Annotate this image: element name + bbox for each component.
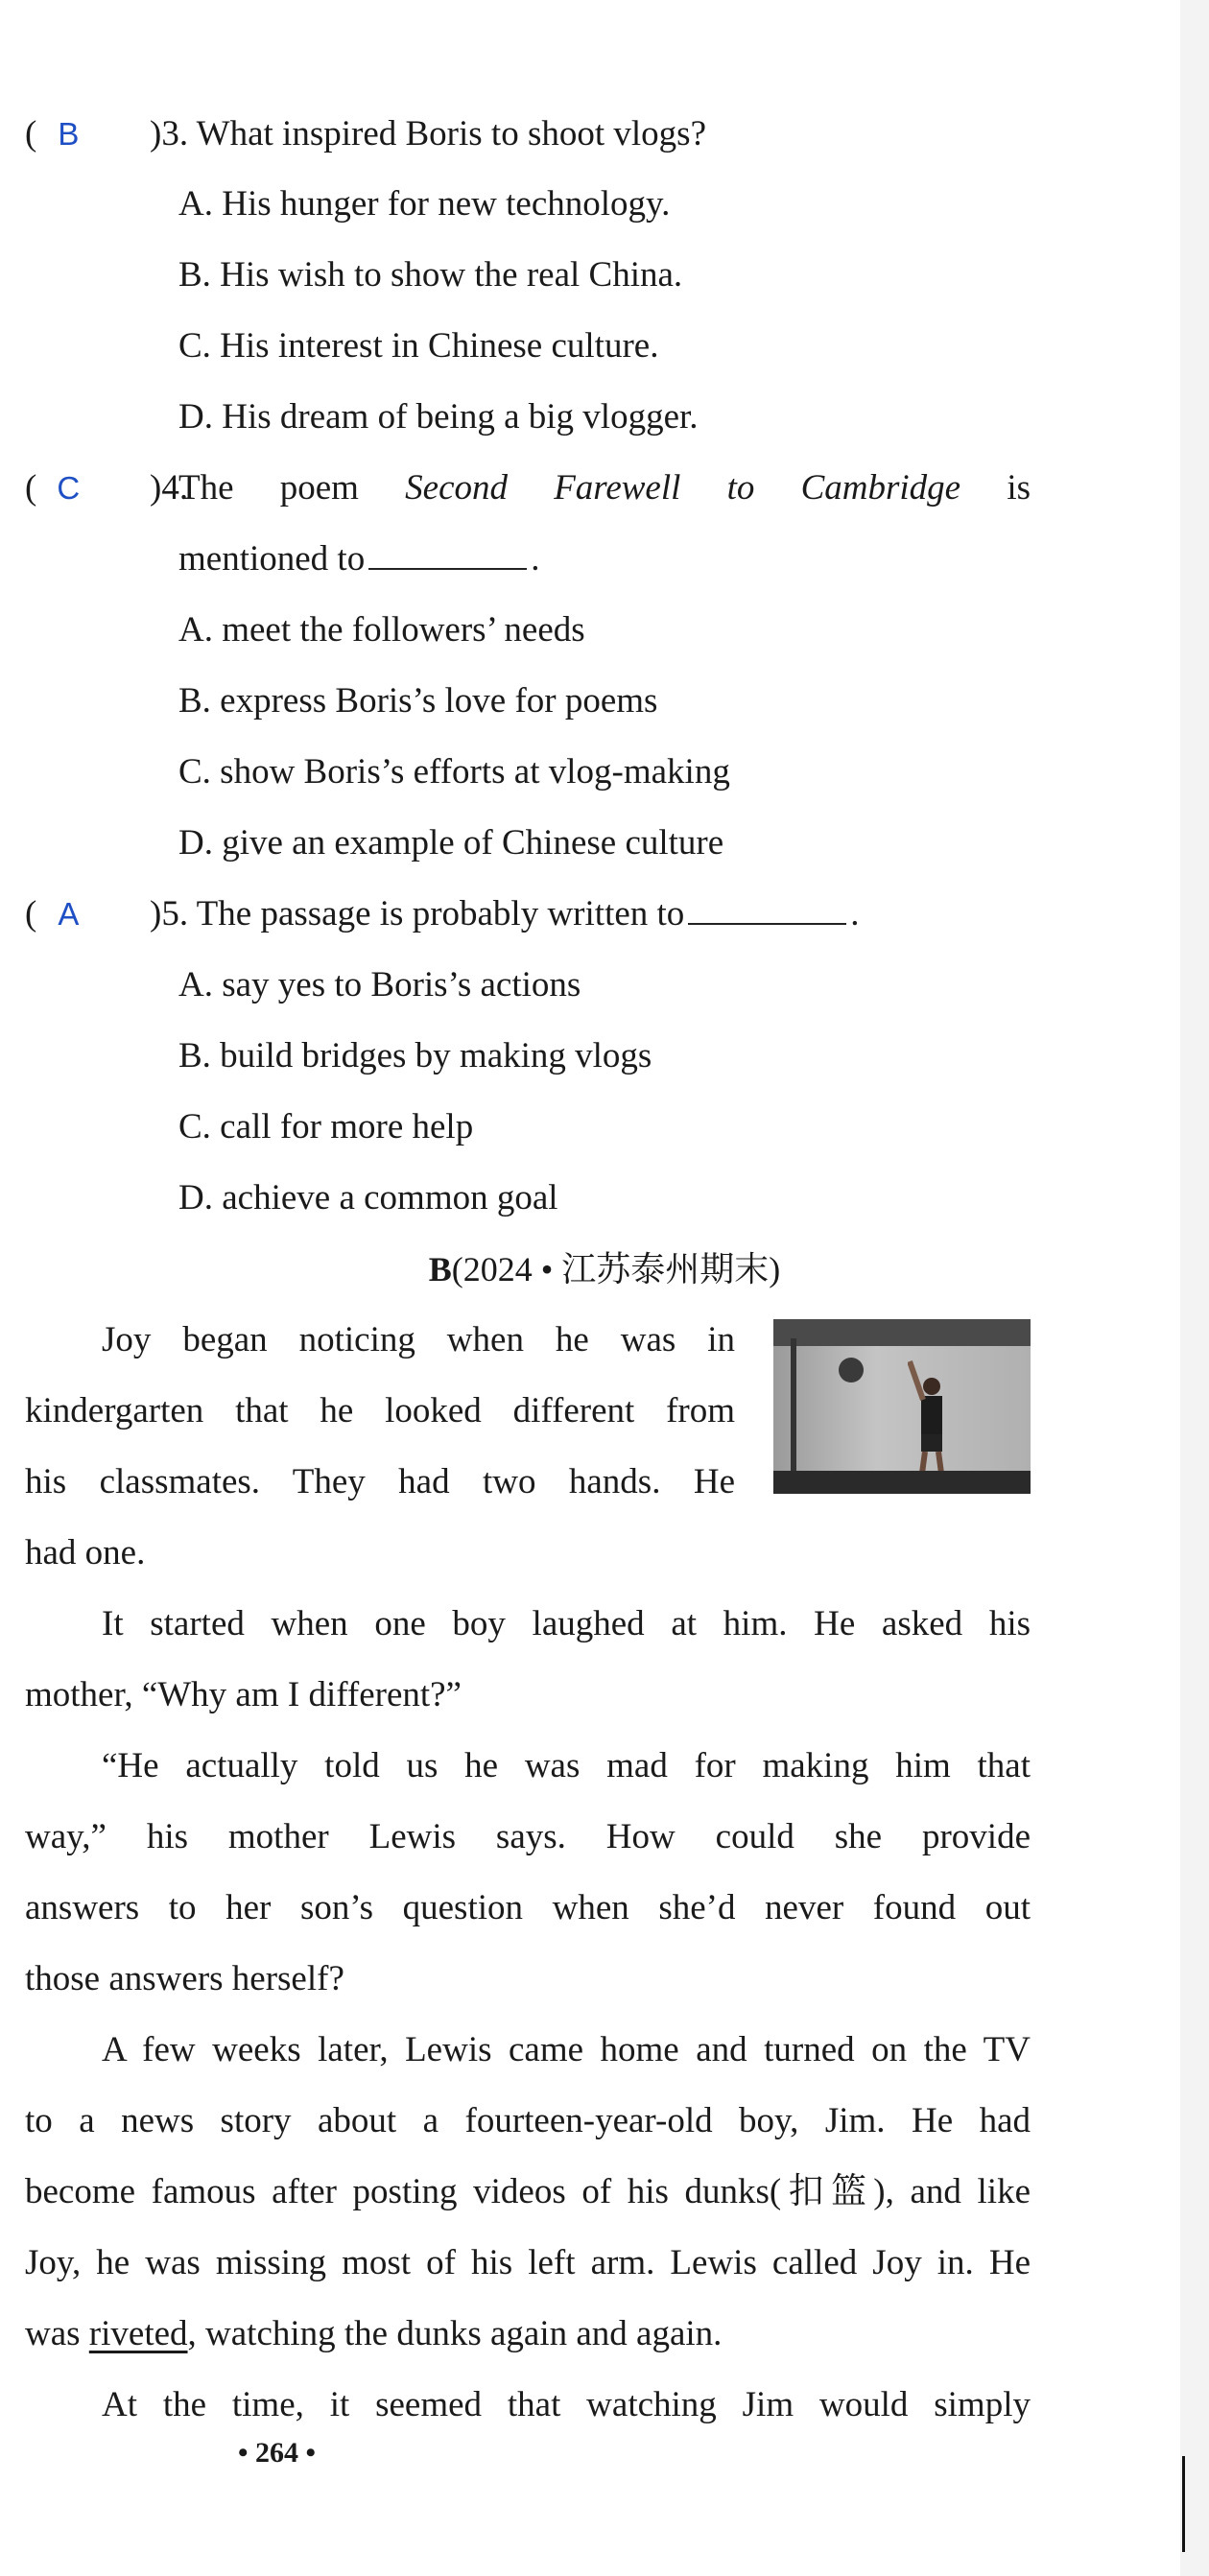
passage-line-12: to a news story about a fourteen-year-old boy, Jim. He had xyxy=(25,2101,1031,2140)
passage-line-15: was riveted, watching the dunks again and again. xyxy=(25,2314,723,2353)
margin-rule xyxy=(1182,2456,1185,2552)
answer-blank xyxy=(688,890,846,925)
passage-line-7: “He actually told us he was mad for making him that xyxy=(102,1746,1031,1785)
player-figure xyxy=(908,1358,956,1482)
passage-line-16: At the time, it seemed that watching Jim would simply xyxy=(102,2385,1031,2424)
passage-line-3: his classmates. They had two hands. He xyxy=(25,1462,735,1501)
q3-option-c: C. His interest in Chinese culture. xyxy=(178,326,659,366)
q3-option-d: D. His dream of being a big vlogger. xyxy=(178,397,699,437)
passage-line-11: A few weeks later, Lewis came home and turned on the TV xyxy=(102,2030,1031,2069)
passage-line-13: become famous after posting videos of his dunks(扣篮), and like xyxy=(25,2172,1031,2211)
passage-line-6: mother, “Why am I different?” xyxy=(25,1675,462,1714)
answer-blank xyxy=(368,535,527,570)
answer-4: C xyxy=(57,470,81,506)
question-3-stem: What inspired Boris to shoot vlogs? xyxy=(196,114,706,154)
answer-3: B xyxy=(58,116,80,152)
question-3: ( B )3. What inspired Boris to shoot vlogs? xyxy=(25,110,706,158)
q4-option-b: B. express Boris’s love for poems xyxy=(178,681,658,721)
passage-line-14: Joy, he was missing most of his left arm. Lewis called Joy in. He xyxy=(25,2243,1031,2282)
passage-line-9: answers to her son’s question when she’d never found out xyxy=(25,1888,1031,1927)
q5-option-b: B. build bridges by making vlogs xyxy=(178,1036,652,1075)
passage-line-2: kindergarten that he looked different from xyxy=(25,1391,735,1430)
passage-line-4: had one. xyxy=(25,1533,146,1572)
q4-option-d: D. give an example of Chinese culture xyxy=(178,823,724,863)
passage-line-1: Joy began noticing when he was in xyxy=(102,1320,735,1359)
passage-line-8: way,” his mother Lewis says. How could she provide xyxy=(25,1817,1031,1856)
question-4-stem: The poem Second Farewell to Cambridge is xyxy=(178,468,1031,508)
section-title: B(2024 • 江苏泰州期末) xyxy=(428,1250,781,1288)
passage-line-10: those answers herself? xyxy=(25,1959,344,1998)
passage-line-5: It started when one boy laughed at him. He asked his xyxy=(102,1604,1031,1643)
q5-option-a: A. say yes to Boris’s actions xyxy=(178,965,581,1004)
q3-option-a: A. His hunger for new technology. xyxy=(178,184,671,224)
q5-option-c: C. call for more help xyxy=(178,1107,474,1146)
q4-option-a: A. meet the followers’ needs xyxy=(178,610,585,650)
page-number: • 264 • xyxy=(238,2437,317,2469)
basketball-photo xyxy=(773,1319,1031,1494)
answer-5: A xyxy=(58,896,80,932)
underlined-word-riveted: riveted xyxy=(88,2314,188,2353)
q4-option-c: C. show Boris’s efforts at vlog-making xyxy=(178,752,730,792)
question-4: ( C )4. xyxy=(25,464,1032,512)
question-5-stem: The passage is probably written to xyxy=(196,894,685,934)
q5-option-d: D. achieve a common goal xyxy=(178,1178,558,1217)
basketball-icon xyxy=(839,1358,864,1383)
q3-option-b: B. His wish to show the real China. xyxy=(178,255,683,295)
question-4-stem-line2: mentioned to . xyxy=(178,535,539,583)
question-5: ( A )5. The passage is probably written to . xyxy=(25,890,860,938)
